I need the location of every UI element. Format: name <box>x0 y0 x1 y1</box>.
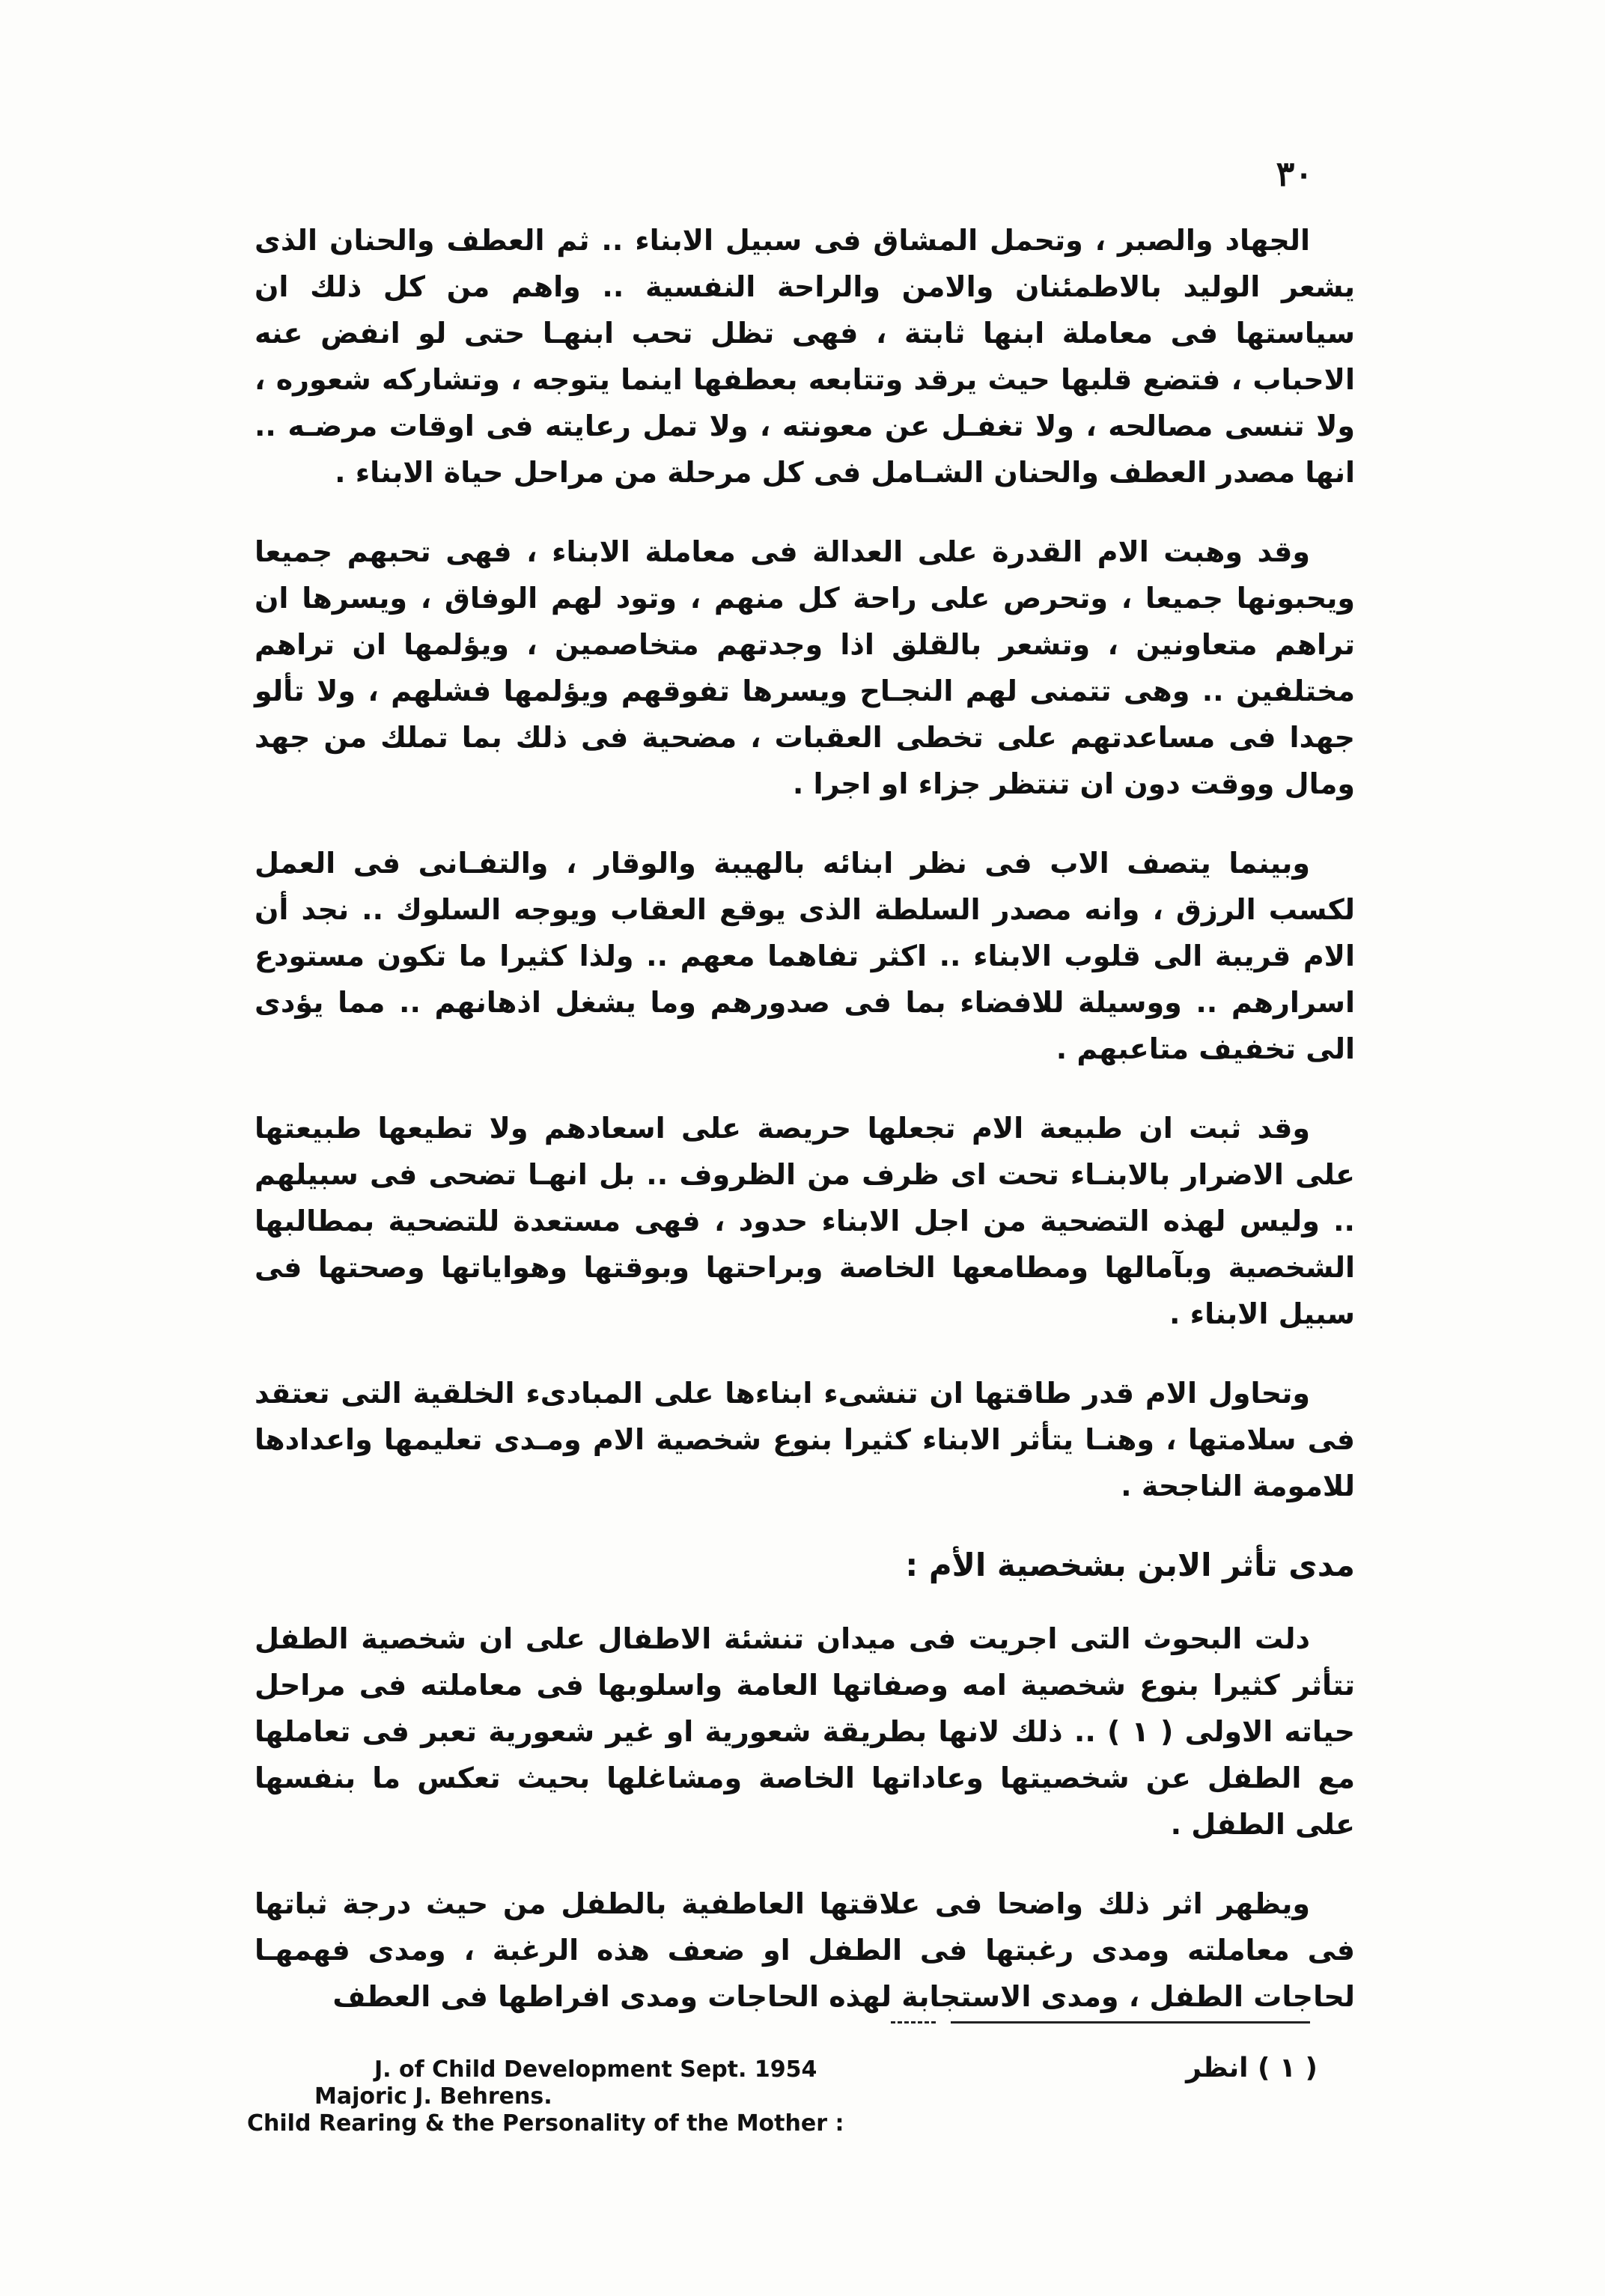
section-heading: مدى تأثر الابن بشخصية الأم : <box>905 1547 1355 1583</box>
section-paragraph-2: ويظهر اثر ذلك واضحا فى علاقتها العاطفية بالطفل من حيث درجة ثباتها فى معاملته ومدى رغبتها فى الطفل او ضعف هذه الرغبة ، ومدى فهمهـا لحاجات الطفل ، ومدى الاستجابة لهذه الحاجات ومدى افراطها فى العطف <box>255 1887 1355 2013</box>
footnote-first-line <box>225 2055 1318 2083</box>
page-number: ٣٠ <box>1276 153 1313 194</box>
paragraph-2: وقد وهبت الام القدرة على العدالة فى معاملة الابناء ، فهى تحبهم جميعا ويحبونها جميعا ، وتحرص على راحة كل منهم ، وتود لهم الوفاق ، ويسرها ان تراهم متعاونين ، وتشعر بالقلق اذا وجدتهم متخاصمين ، ويؤلمها ان تراهم مختلفين .. وهى تتمنى لهم النجـاح ويسرها تفوقهم ويؤلمها فشلهم ، ولا تألو جهدا فى مساعدتهم على تخطى العقبات ، مضحية فى ذلك بما تملك من جهد ومال ووقت دون ان تنتظر جزاء او اجرا . <box>255 535 1355 800</box>
paragraph-4: وقد ثبت ان طبيعة الام تجعلها حريصة على اسعادهم ولا تطيعها طبيعتها على الاضرار بالابنـاء تحت اى ظرف من الظروف .. بل انهـا تضحى فى سبيلهم .. وليس لهذه التضحية من اجل الابناء حدود ، فهى مستعدة للتضحية بمطالبها الشخصية وبآمالها ومطامعها الخاصة وبراحتها وبوقتها وهواياتها وصحتها فى سبيل الابناء . <box>255 1112 1355 1330</box>
footnote-divider <box>951 2021 1310 2024</box>
footnote-reference-label: ( ١ ) انظر <box>1186 2053 1318 2083</box>
paragraph-5: وتحاول الام قدر طاقتها ان تنشىء ابناءها على المبادىء الخلقية التى تعتقد فى سلامتها ، وهنـا يتأثر الابناء كثيرا بنوع شخصية الام ومـدى تعليمها واعدادها للامومة الناجحة . <box>255 1377 1355 1502</box>
body-text <box>255 217 1355 2053</box>
paragraph-3: وبينما يتصف الاب فى نظر ابنائه بالهيبة والوقار ، والتفـانى فى العمل لكسب الرزق ، وانه مصدر السلطة الذى يوقع العقاب ويوجه السلوك .. نجد أن الام قريبة الى قلوب الابناء .. اكثر تفاهما معهم .. ولذا كثيرا ما تكون مستودع اسرارهم .. ووسيلة للافضاء بما فى صدورهم وما يشغل اذهانهم .. مما يؤدى الى تخفيف متاعبهم . <box>255 847 1355 1065</box>
footnote <box>225 2055 1318 2137</box>
footnote-title: Child Rearing & the Personality of the Mother : <box>247 2110 844 2137</box>
footnote-citation: J. of Child Development Sept. 1954 <box>374 2056 817 2083</box>
footnote-author: Majoric J. Behrens. <box>314 2083 552 2110</box>
footnote-divider-dash <box>891 2021 936 2024</box>
paragraph-1: الجهاد والصبر ، وتحمل المشاق فى سبيل الابناء .. ثم العطف والحنان الذى يشعر الوليد بالاطمئنان والامن والراحة النفسية .. واهم من كل ذلك ان سياستها فى معاملة ابنها ثابتة ، فهى تظل تحب ابنهـا حتى لو انفض عنه الاحباب ، فتضع قلبها حيث يرقد وتتابعه بعطفها اينما يتوجه ، وتشاركه شعوره ، ولا تنسى مصالحه ، ولا تغفـل عن معونته ، ولا تمل رعايته فى اوقات مرضـه .. انها مصدر العطف والحنان الشـامل فى كل مرحلة من مراحل حياة الابناء . <box>255 224 1355 489</box>
section-paragraph-1: دلت البحوث التى اجريت فى ميدان تنشئة الاطفال على ان شخصية الطفل تتأثر كثيرا بنوع شخصية امه وصفاتها العامة واسلوبها فى معاملته فى مراحل حياته الاولى ( ١ ) .. ذلك لانها بطريقة شعورية او غير شعورية تعبر فى تعاملها مع الطفل عن شخصيتها وعاداتها الخاصة ومشاغلها بحيث تعكس ما بنفسها على الطفل . <box>255 1622 1355 1841</box>
